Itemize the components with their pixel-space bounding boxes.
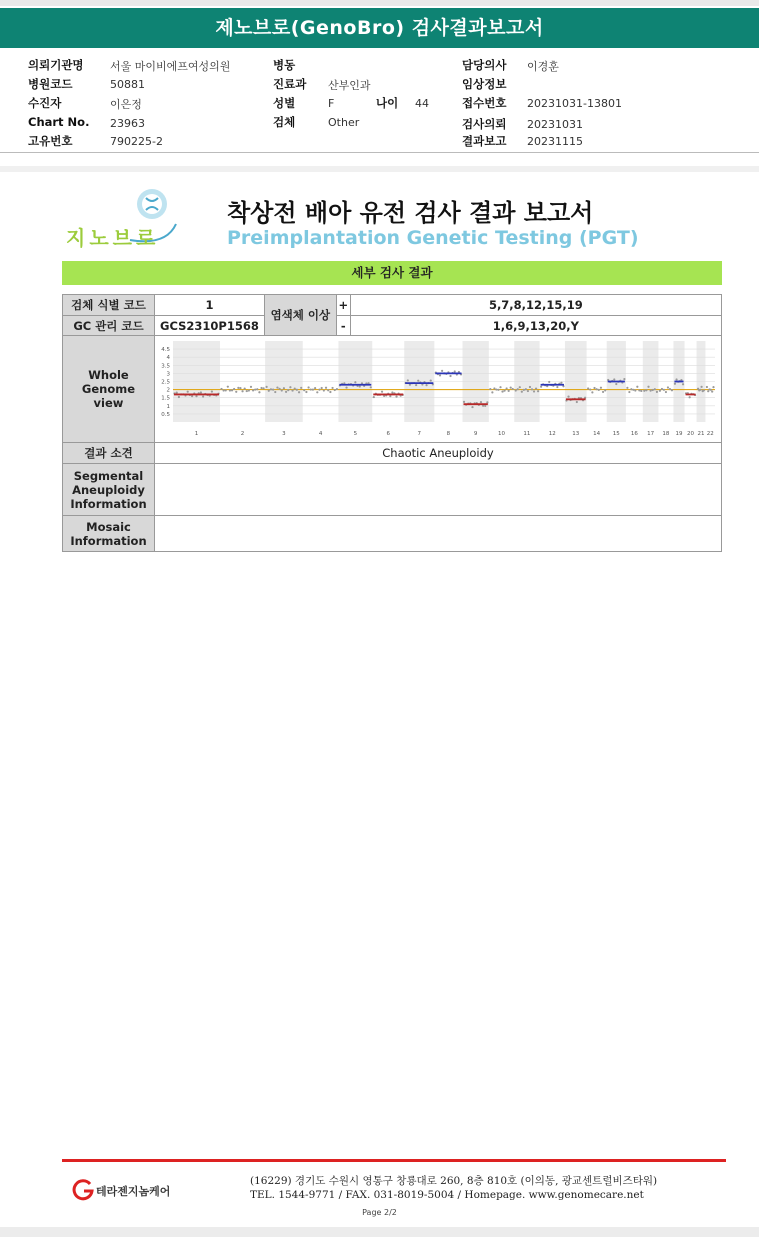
copy-number-point xyxy=(630,388,632,390)
info-label: 담당의사 xyxy=(462,58,507,72)
copy-number-point xyxy=(654,388,656,390)
copy-number-point xyxy=(535,388,537,390)
copy-number-point xyxy=(274,391,276,393)
copy-number-point xyxy=(486,401,488,403)
copy-number-point xyxy=(519,386,521,388)
info-label: 임상정보 xyxy=(462,77,507,91)
info-value: 서울 마이비에프여성의원 xyxy=(110,60,231,73)
copy-number-point xyxy=(596,388,598,390)
copy-number-point xyxy=(303,389,305,391)
copy-number-point xyxy=(250,386,252,388)
copy-number-point xyxy=(652,389,654,391)
copy-number-point xyxy=(669,388,671,390)
copy-number-point xyxy=(417,380,419,382)
copy-number-point xyxy=(712,386,714,388)
chromosome-label: 16 xyxy=(630,431,638,437)
chromosome-label: 2 xyxy=(240,431,245,437)
gain-sign: + xyxy=(336,295,350,316)
copy-number-point xyxy=(531,388,533,390)
y-tick-label: 4 xyxy=(166,355,170,362)
mosaic-value xyxy=(154,516,721,552)
copy-number-point xyxy=(703,389,705,391)
copy-number-point xyxy=(593,387,595,389)
copy-number-point xyxy=(252,389,254,391)
copy-number-point xyxy=(211,390,213,392)
report-title: 제노브로(GenoBro) 검사결과보고서 xyxy=(0,8,759,48)
copy-number-point xyxy=(291,389,293,391)
copy-number-point xyxy=(501,390,503,392)
copy-number-point xyxy=(667,386,669,388)
copy-number-point xyxy=(556,386,558,388)
copy-number-point xyxy=(649,390,651,392)
copy-number-point xyxy=(525,388,527,390)
info-value: 790225-2 xyxy=(110,135,163,148)
copy-number-point xyxy=(241,390,243,392)
copy-number-point xyxy=(640,390,642,392)
copy-number-point xyxy=(327,389,329,391)
window-top-border xyxy=(0,0,759,6)
copy-number-point xyxy=(307,386,309,388)
chromosome-label: 3 xyxy=(282,431,286,437)
segmental-label: Segmental Aneuploidy Information xyxy=(63,464,155,516)
copy-number-point xyxy=(244,388,246,390)
copy-number-point xyxy=(202,395,204,397)
copy-number-point xyxy=(589,388,591,390)
copy-number-point xyxy=(312,389,314,391)
specimen-code-label: 검체 식별 코드 xyxy=(63,295,155,316)
copy-number-point xyxy=(187,391,189,393)
copy-number-point xyxy=(700,386,702,388)
copy-number-point xyxy=(665,391,667,393)
copy-number-point xyxy=(675,378,677,380)
copy-number-point xyxy=(276,386,278,388)
copy-number-point xyxy=(591,391,593,393)
copy-number-point xyxy=(656,391,658,393)
copy-number-point xyxy=(305,391,307,393)
copy-number-point xyxy=(512,388,514,390)
copy-number-point xyxy=(471,406,473,408)
copy-number-point xyxy=(225,389,227,391)
info-label: 검사의뢰 xyxy=(462,117,507,131)
page-number: Page 2/2 xyxy=(362,1208,397,1217)
copy-number-point xyxy=(176,391,178,393)
copy-number-point xyxy=(262,387,264,389)
chromosome-label: 5 xyxy=(353,431,358,437)
mosaic-label: Mosaic Information xyxy=(63,516,155,552)
copy-number-point xyxy=(623,378,625,380)
gc-code-value: GCS2310P1568 xyxy=(154,316,264,336)
copy-number-point xyxy=(515,389,517,391)
copy-number-point xyxy=(323,389,325,391)
copy-number-point xyxy=(222,389,224,391)
copy-number-point xyxy=(626,387,628,389)
result-table xyxy=(62,294,722,552)
copy-number-point xyxy=(325,387,327,389)
chromosome-label: 8 xyxy=(446,431,451,437)
copy-number-point xyxy=(200,391,202,393)
copy-number-point xyxy=(231,389,233,391)
copy-number-point xyxy=(663,389,665,391)
genomecare-logo-icon xyxy=(72,1178,94,1202)
info-value: 20231115 xyxy=(527,135,583,148)
window-bottom-border xyxy=(0,1227,759,1237)
info-value: F xyxy=(328,97,335,110)
copy-number-point xyxy=(300,387,302,389)
copy-number-point xyxy=(227,386,229,388)
y-tick-label: 3.5 xyxy=(161,363,170,370)
copy-number-point xyxy=(449,375,451,377)
info-value: 산부인과 xyxy=(328,79,371,92)
info-label: 나이 xyxy=(376,96,399,110)
copy-number-point xyxy=(499,386,501,388)
copy-number-point xyxy=(711,390,713,392)
copy-number-point xyxy=(638,389,640,391)
copy-number-point xyxy=(491,391,493,393)
chromosome-label: 1 xyxy=(194,431,199,437)
copy-number-point xyxy=(318,389,320,391)
copy-number-point xyxy=(508,390,510,392)
chromosome-label: 15 xyxy=(612,431,620,437)
copy-number-point xyxy=(439,374,441,376)
copy-number-point xyxy=(505,387,507,389)
company-address xyxy=(250,1174,657,1202)
whole-genome-view-label: Whole Genome view xyxy=(63,336,155,443)
copy-number-point xyxy=(246,390,248,392)
chromosome-label: 9 xyxy=(473,431,478,437)
divider xyxy=(0,166,759,172)
info-value: 23963 xyxy=(110,117,145,130)
copy-number-point xyxy=(613,378,615,380)
copy-number-point xyxy=(533,390,535,392)
y-tick-label: 2.5 xyxy=(161,379,170,386)
chromosome-label: 21 xyxy=(697,431,705,437)
info-label: 성별 xyxy=(273,96,296,110)
copy-number-point xyxy=(336,388,338,390)
copy-number-point xyxy=(178,396,180,398)
chromosome-label: 20 xyxy=(687,431,695,437)
info-label: 수진자 xyxy=(28,96,62,110)
copy-number-point xyxy=(298,391,300,393)
chromosome-label: 13 xyxy=(572,431,580,437)
copy-number-point xyxy=(314,387,316,389)
info-label: 접수번호 xyxy=(462,96,507,110)
copy-number-point xyxy=(407,379,409,381)
copy-number-point xyxy=(283,387,285,389)
whole-genome-chart xyxy=(155,336,721,443)
finding-label: 결과 소견 xyxy=(63,443,155,464)
chromosome-label: 12 xyxy=(548,431,556,437)
copy-number-point xyxy=(636,386,638,388)
copy-number-point xyxy=(239,387,241,389)
contact-line: TEL. 1544-9771 / FAX. 031-8019-5004 / Homepage. www.genomecare.net xyxy=(250,1189,644,1201)
y-tick-label: 4.5 xyxy=(161,347,170,354)
info-value: 44 xyxy=(415,97,429,110)
company-name: 테라젠지놈케어 xyxy=(96,1185,171,1198)
copy-number-point xyxy=(265,386,267,388)
copy-number-point xyxy=(689,396,691,398)
copy-number-point xyxy=(287,389,289,391)
copy-number-point xyxy=(296,389,298,391)
copy-number-point xyxy=(661,388,663,390)
copy-number-point xyxy=(495,388,497,390)
address-line: (16229) 경기도 수원시 영통구 창룡대로 260, 8층 810호 (이의동, 광교센트럴비즈타워) xyxy=(250,1175,658,1187)
copy-number-point xyxy=(493,387,495,389)
copy-number-point xyxy=(321,387,323,389)
copy-number-point xyxy=(517,388,519,390)
copy-number-point xyxy=(220,388,222,390)
copy-number-point xyxy=(540,386,542,388)
y-tick-label: 0.5 xyxy=(161,411,170,418)
lost-chromosomes: 1,6,9,13,20,Y xyxy=(350,316,721,336)
copy-number-point xyxy=(628,391,630,393)
document-subtitle: Preimplantation Genetic Testing (PGT) xyxy=(227,227,639,249)
copy-number-point xyxy=(706,386,708,388)
copy-number-point xyxy=(587,387,589,389)
copy-number-point xyxy=(489,388,491,390)
document-title: 착상전 배아 유전 검사 결과 보고서 xyxy=(227,199,594,227)
abnormality-label: 염색체 이상 xyxy=(264,295,336,336)
copy-number-point xyxy=(258,391,260,393)
y-tick-label: 3 xyxy=(166,371,170,378)
specimen-code-value: 1 xyxy=(154,295,264,316)
copy-number-point xyxy=(671,389,673,391)
copy-number-point xyxy=(254,388,256,390)
copy-number-point xyxy=(497,389,499,391)
copy-number-point xyxy=(710,389,712,391)
divider xyxy=(0,152,759,153)
info-label: Chart No. xyxy=(28,115,90,129)
copy-number-point xyxy=(248,389,250,391)
copy-number-point xyxy=(521,391,523,393)
y-tick-label: 2 xyxy=(166,387,170,394)
gained-chromosomes: 5,7,8,12,15,19 xyxy=(350,295,721,316)
chromosome-label: 22 xyxy=(706,431,714,437)
copy-number-point xyxy=(576,401,578,403)
copy-number-point xyxy=(260,387,262,389)
finding-value: Chaotic Aneuploidy xyxy=(154,443,721,464)
copy-number-point xyxy=(395,395,397,397)
copy-number-point xyxy=(391,391,393,393)
copy-number-point xyxy=(415,384,417,386)
info-label: 고유번호 xyxy=(28,134,73,148)
copy-number-point xyxy=(598,389,600,391)
chromosome-label: 14 xyxy=(593,431,601,437)
copy-number-point xyxy=(430,379,432,381)
copy-number-point xyxy=(331,387,333,389)
chromosome-label: 17 xyxy=(647,431,655,437)
copy-number-point xyxy=(699,389,701,391)
info-label: 진료과 xyxy=(273,77,307,91)
gc-code-label: GC 관리 코드 xyxy=(63,316,155,336)
chromosome-label: 4 xyxy=(318,431,323,437)
whole-genome-chart-cell xyxy=(154,336,721,443)
y-tick-label: 1 xyxy=(166,403,170,410)
copy-number-point xyxy=(632,389,634,391)
copy-number-point xyxy=(441,370,443,372)
copy-number-point xyxy=(294,387,296,389)
copy-number-point xyxy=(229,389,231,391)
copy-number-point xyxy=(345,386,347,388)
copy-number-point xyxy=(354,381,356,383)
copy-number-point xyxy=(682,383,684,385)
copy-number-point xyxy=(272,388,274,390)
copy-number-point xyxy=(480,401,482,403)
copy-number-point xyxy=(281,389,283,391)
info-value: 20231031 xyxy=(527,118,583,131)
copy-number-point xyxy=(537,390,539,392)
chromosome-label: 7 xyxy=(417,431,421,437)
copy-number-point xyxy=(268,390,270,392)
copy-number-point xyxy=(600,387,602,389)
copy-number-point xyxy=(285,391,287,393)
segmental-value xyxy=(154,464,721,516)
copy-number-point xyxy=(523,389,525,391)
logo-text: 지노브로 xyxy=(66,226,160,250)
copy-number-point xyxy=(235,391,237,393)
copy-number-point xyxy=(463,401,465,403)
copy-number-point xyxy=(529,386,531,388)
copy-number-point xyxy=(278,388,280,390)
copy-number-point xyxy=(389,395,391,397)
info-label: 검체 xyxy=(273,115,296,129)
copy-number-point xyxy=(270,388,272,390)
copy-number-point xyxy=(373,396,375,398)
info-label: 병원코드 xyxy=(28,77,73,91)
copy-number-point xyxy=(334,389,336,391)
copy-number-point xyxy=(645,389,647,391)
copy-number-point xyxy=(370,386,372,388)
info-label: 의뢰기관명 xyxy=(28,58,84,72)
copy-number-point xyxy=(647,386,649,388)
copy-number-point xyxy=(425,384,427,386)
copy-number-point xyxy=(527,390,529,392)
copy-number-point xyxy=(454,370,456,372)
chromosome-label: 6 xyxy=(386,431,390,437)
info-label: 병동 xyxy=(273,58,296,72)
loss-sign: - xyxy=(336,316,350,336)
copy-number-point xyxy=(643,390,645,392)
copy-number-point xyxy=(548,381,550,383)
info-value: 이경훈 xyxy=(527,60,559,73)
copy-number-point xyxy=(310,388,312,390)
chromosome-label: 18 xyxy=(662,431,670,437)
info-value: 이은정 xyxy=(110,98,142,111)
copy-number-point xyxy=(237,387,239,389)
copy-number-point xyxy=(381,391,383,393)
copy-number-point xyxy=(567,395,569,397)
copy-number-point xyxy=(316,391,318,393)
copy-number-point xyxy=(674,383,676,385)
copy-number-point xyxy=(329,391,331,393)
copy-number-point xyxy=(615,383,617,385)
copy-number-point xyxy=(707,390,709,392)
chromosome-label: 19 xyxy=(675,431,683,437)
info-value: Other xyxy=(328,116,360,129)
copy-number-point xyxy=(560,382,562,384)
copy-number-point xyxy=(634,389,636,391)
copy-number-point xyxy=(602,391,604,393)
info-value: 20231031-13801 xyxy=(527,97,622,110)
info-value: 50881 xyxy=(110,78,145,91)
copy-number-point xyxy=(510,386,512,388)
y-tick-label: 1.5 xyxy=(161,395,170,402)
copy-number-point xyxy=(659,390,661,392)
copy-number-point xyxy=(289,386,291,388)
copy-number-point xyxy=(233,388,235,390)
copy-number-point xyxy=(503,390,505,392)
info-label: 결과보고 xyxy=(462,134,507,148)
copy-number-point xyxy=(256,388,258,390)
copy-number-point xyxy=(359,385,361,387)
chromosome-label: 10 xyxy=(497,431,505,437)
footer-divider xyxy=(62,1159,726,1162)
section-title: 세부 검사 결과 xyxy=(62,261,722,285)
copy-number-point xyxy=(604,389,606,391)
chromosome-label: 11 xyxy=(523,431,531,437)
